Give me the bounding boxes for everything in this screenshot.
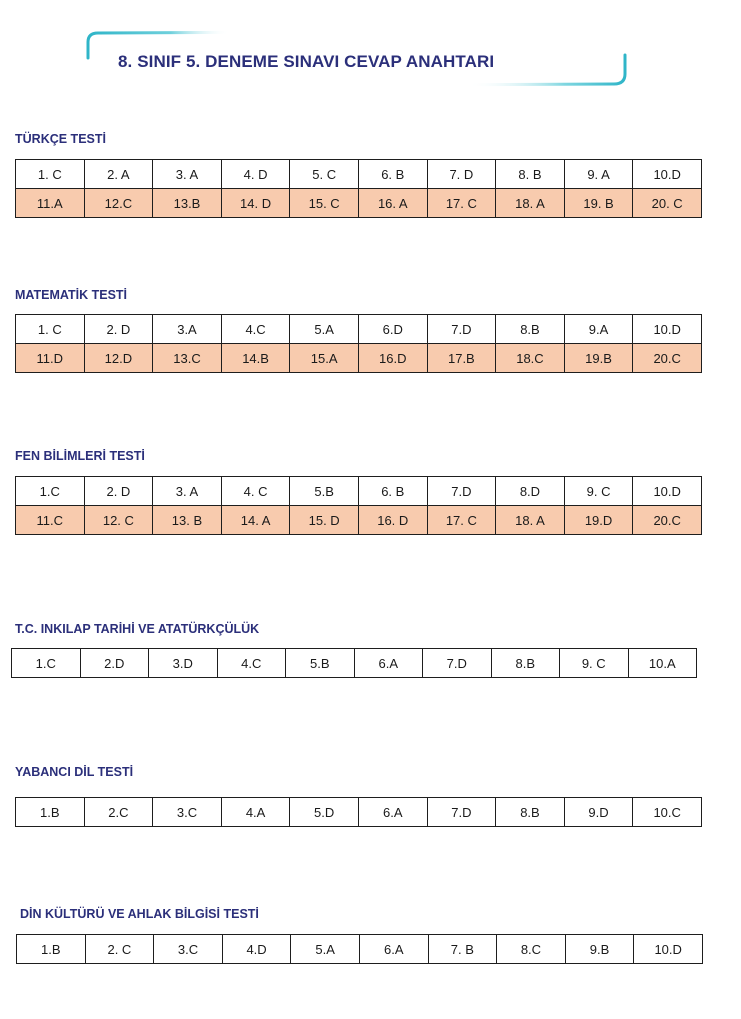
answer-cell: 7.D [427,477,496,506]
answer-cell: 2. D [84,477,153,506]
answer-cell: 17.B [427,344,496,373]
answer-cell: 4.C [221,315,290,344]
answer-cell: 4.D [222,935,291,964]
answer-cell: 1.C [16,477,85,506]
answer-cell: 9. C [564,477,633,506]
answer-table-matematik [15,314,702,373]
table-row [16,160,702,189]
answer-cell: 9.D [564,798,633,827]
answer-cell: 5.B [286,649,355,678]
answer-cell: 1.B [17,935,86,964]
answer-cell: 2. A [84,160,153,189]
answer-cell: 3. A [153,477,222,506]
answer-cell: 9. A [564,160,633,189]
answer-cell: 10.D [634,935,703,964]
answer-cell: 7. B [428,935,497,964]
answer-cell: 13. B [153,506,222,535]
answer-cell: 16. A [358,189,427,218]
answer-cell: 14. A [221,506,290,535]
answer-cell: 10.D [633,315,702,344]
section-title-inkilap: T.C. INKILAP TARİHİ VE ATATÜRKÇÜLÜK [15,622,260,636]
answer-table-inkilap [11,648,697,678]
answer-cell: 1.B [16,798,85,827]
answer-cell: 6.D [358,315,427,344]
answer-cell: 18. A [496,506,565,535]
answer-cell: 5.A [291,935,360,964]
answer-cell: 14. D [221,189,290,218]
answer-cell: 4. D [221,160,290,189]
answer-cell: 12.D [84,344,153,373]
answer-cell: 6.A [359,935,428,964]
answer-table-yabanci-dil [15,797,702,827]
answer-cell: 7.D [427,798,496,827]
answer-cell: 4.C [217,649,286,678]
answer-cell: 8. B [496,160,565,189]
answer-cell: 6. B [358,160,427,189]
table-row [16,344,702,373]
table-row [16,506,702,535]
table-row [16,315,702,344]
answer-cell: 15. D [290,506,359,535]
answer-cell: 13.B [153,189,222,218]
answer-table-din-kulturu [16,934,703,964]
answer-cell: 5.B [290,477,359,506]
answer-cell: 12.C [84,189,153,218]
answer-cell: 5.D [290,798,359,827]
section-title-yabanci-dil: YABANCI DİL TESTİ [15,765,134,779]
answer-cell: 20.C [633,344,702,373]
answer-cell: 19.B [564,344,633,373]
answer-cell: 7. D [427,160,496,189]
answer-cell: 10.D [633,477,702,506]
answer-cell: 3.D [149,649,218,678]
answer-cell: 3.C [154,935,223,964]
section-title-turkce: TÜRKÇE TESTİ [15,132,106,146]
answer-cell: 4.A [221,798,290,827]
answer-cell: 10.A [628,649,697,678]
answer-cell: 8.C [497,935,566,964]
section-title-matematik: MATEMATİK TESTİ [15,288,128,302]
answer-cell: 5. C [290,160,359,189]
answer-cell: 2.C [84,798,153,827]
answer-cell: 18. A [496,189,565,218]
answer-cell: 20. C [633,189,702,218]
answer-cell: 1. C [16,160,85,189]
answer-cell: 3.A [153,315,222,344]
answer-cell: 10.D [633,160,702,189]
answer-cell: 8.B [496,315,565,344]
answer-cell: 7.D [427,315,496,344]
answer-cell: 1. C [16,315,85,344]
answer-cell: 17. C [427,506,496,535]
answer-cell: 6. B [358,477,427,506]
table-row [12,649,697,678]
answer-cell: 8.B [491,649,560,678]
answer-cell: 9.B [565,935,634,964]
answer-cell: 2.D [80,649,149,678]
answer-cell: 8.D [496,477,565,506]
answer-cell: 19. B [564,189,633,218]
answer-cell: 1.C [12,649,81,678]
answer-cell: 10.C [633,798,702,827]
answer-cell: 13.C [153,344,222,373]
answer-cell: 17. C [427,189,496,218]
answer-cell: 18.C [496,344,565,373]
answer-cell: 9.A [564,315,633,344]
answer-cell: 11.D [16,344,85,373]
answer-cell: 5.A [290,315,359,344]
answer-cell: 16.D [358,344,427,373]
answer-cell: 12. C [84,506,153,535]
table-row [16,477,702,506]
answer-cell: 8.B [496,798,565,827]
answer-cell: 2. D [84,315,153,344]
answer-cell: 11.C [16,506,85,535]
answer-table-turkce [15,159,702,218]
answer-cell: 14.B [221,344,290,373]
section-title-din-kulturu: DİN KÜLTÜRÜ VE AHLAK BİLGİSİ TESTİ [20,907,259,921]
answer-cell: 15.A [290,344,359,373]
table-row [16,189,702,218]
answer-cell: 6.A [358,798,427,827]
answer-cell: 2. C [85,935,154,964]
answer-cell: 20.C [633,506,702,535]
title-banner [84,28,630,90]
answer-cell: 4. C [221,477,290,506]
answer-cell: 19.D [564,506,633,535]
section-title-fen: FEN BİLİMLERİ TESTİ [15,449,145,463]
answer-cell: 3.C [153,798,222,827]
table-row [17,935,703,964]
answer-table-fen [15,476,702,535]
answer-cell: 16. D [358,506,427,535]
table-row [16,798,702,827]
answer-cell: 15. C [290,189,359,218]
answer-cell: 9. C [560,649,629,678]
answer-cell: 6.A [354,649,423,678]
answer-cell: 3. A [153,160,222,189]
answer-cell: 11.A [16,189,85,218]
answer-cell: 7.D [423,649,492,678]
page-title: 8. SINIF 5. DENEME SINAVI CEVAP ANAHTARI [118,52,495,71]
